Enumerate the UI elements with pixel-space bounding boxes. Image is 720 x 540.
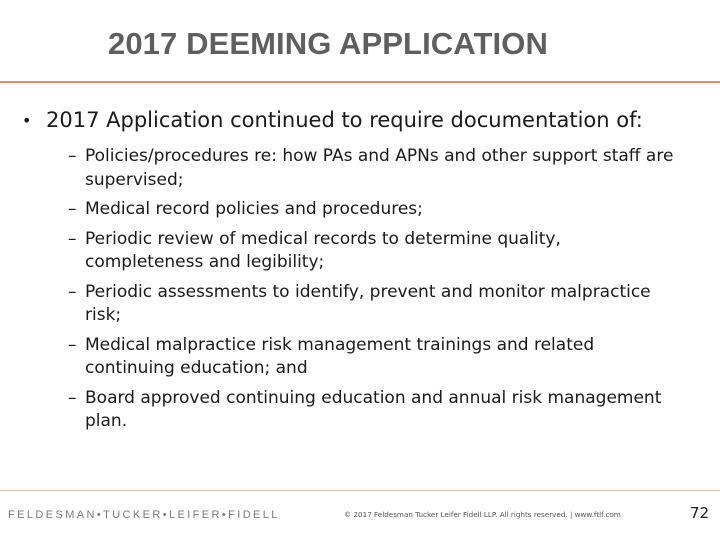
- slide-title: 2017 DEEMING APPLICATION: [108, 26, 548, 61]
- title-divider: [0, 81, 720, 83]
- sub-bullet-item: [68, 228, 698, 275]
- sub-bullet-item: [68, 281, 698, 328]
- sub-bullet-text: Periodic review of medical records to determine quality, completeness and legibility;: [85, 228, 561, 272]
- page-number: 72: [690, 504, 710, 522]
- main-bullet-text: 2017 Application continued to require documentation of:: [46, 108, 643, 132]
- sub-bullet-item: [68, 334, 698, 381]
- sub-bullet-item: [68, 198, 698, 222]
- firm-logo: FELDESMAN•TUCKER•LEIFER•FIDELL: [8, 509, 280, 521]
- sub-bullet-text: Medical record policies and procedures;: [85, 199, 423, 219]
- copyright-notice: © 2017 Feldesman Tucker Leifer Fidell LLP. All rights reserved. | www.ftlf.com: [344, 510, 621, 519]
- sub-bullet-text: Board approved continuing education and annual risk management plan.: [85, 387, 662, 431]
- sub-bullet-text: Periodic assessments to identify, prevent and monitor malpractice risk;: [85, 281, 651, 325]
- dash-icon: –: [68, 334, 77, 355]
- dash-icon: –: [68, 228, 77, 249]
- sub-bullet-item: [68, 145, 698, 192]
- slide-body: [22, 106, 692, 440]
- main-bullet: [22, 106, 692, 135]
- dash-icon: –: [68, 146, 77, 166]
- sub-bullet-list: [68, 145, 698, 434]
- dash-icon: –: [68, 281, 77, 302]
- sub-bullet-item: [68, 387, 698, 434]
- dash-icon: –: [68, 199, 77, 219]
- sub-bullet-text: Policies/procedures re: how PAs and APNs and other support staff are supervised;: [85, 146, 674, 190]
- bullet-icon: •: [22, 111, 32, 130]
- dash-icon: –: [68, 387, 77, 408]
- footer-divider: [0, 490, 720, 491]
- sub-bullet-text: Medical malpractice risk management trainings and related continuing education; and: [85, 334, 595, 378]
